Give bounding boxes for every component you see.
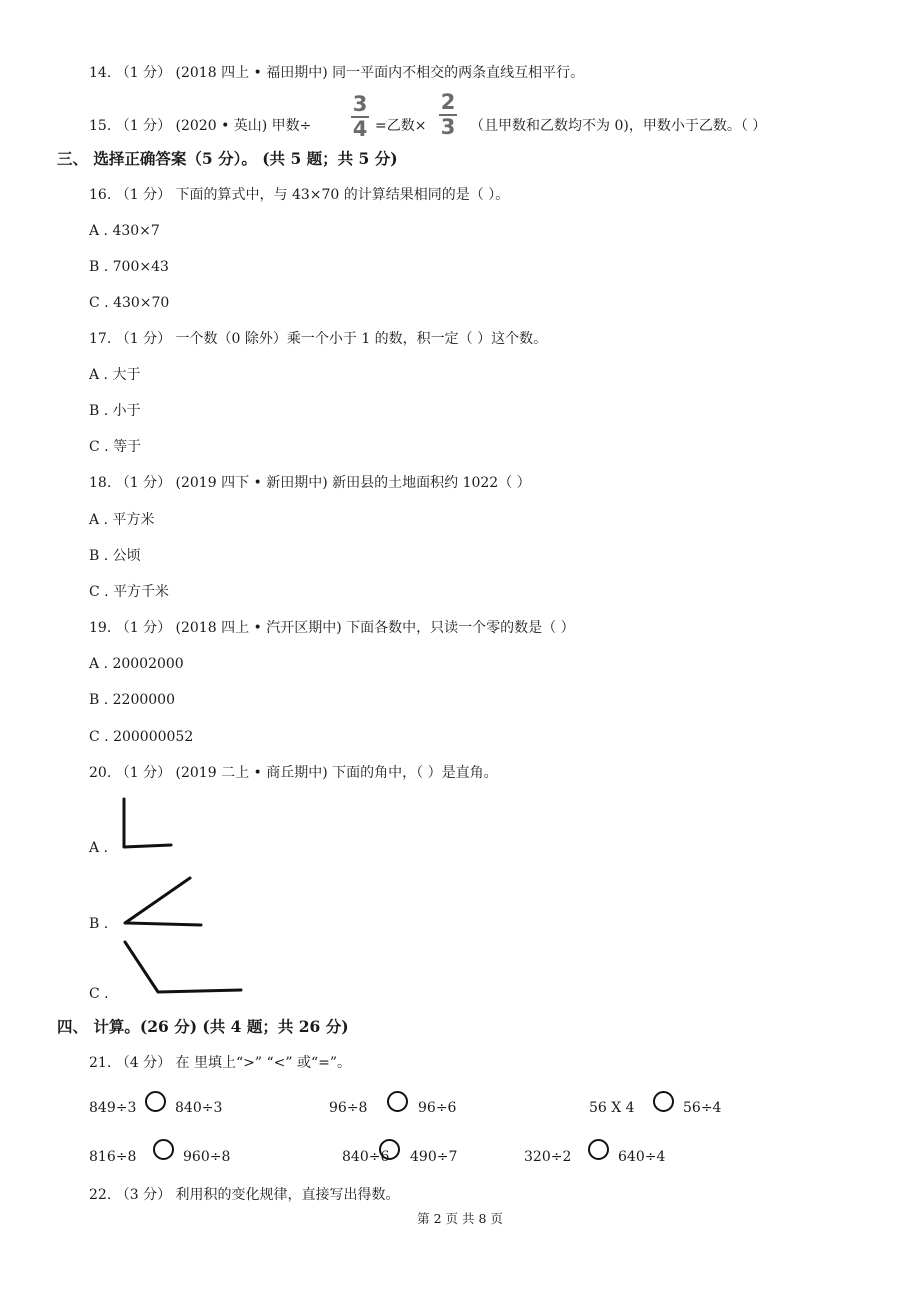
- compare-right: 640÷4: [618, 1149, 666, 1165]
- compare-left: 849÷3: [89, 1100, 137, 1116]
- q19-option-c[interactable]: C . 200000052: [89, 729, 194, 745]
- question-17: 17. （1 分） 一个数（0 除外）乘一个小于 1 的数，积一定（ ）这个数。: [89, 331, 548, 347]
- fraction-denominator: 3: [440, 115, 456, 139]
- q19-option-b[interactable]: B . 2200000: [89, 692, 175, 708]
- compare-circle-input[interactable]: [387, 1091, 408, 1112]
- page-footer: 第 2 页 共 8 页: [417, 1211, 503, 1226]
- fraction-numerator: 3: [352, 92, 368, 116]
- question-14: 14. （1 分） (2018 四上 • 福田期中) 同一平面内不相交的两条直线互相平行。: [89, 65, 585, 81]
- question-22: 22. （3 分） 利用积的变化规律，直接写出得数。: [89, 1187, 400, 1203]
- acute-angle-figure: [115, 872, 207, 932]
- compare-circle-input[interactable]: [653, 1091, 674, 1112]
- compare-right: 840÷3: [175, 1100, 223, 1116]
- q19-option-a[interactable]: A . 20002000: [89, 656, 184, 672]
- compare-circle-input[interactable]: [145, 1091, 166, 1112]
- compare-circle-input[interactable]: [153, 1139, 174, 1160]
- question-15-prefix: 15. （1 分） (2020 • 英山) 甲数÷: [89, 118, 312, 134]
- q16-option-a[interactable]: A . 430×7: [89, 223, 160, 239]
- q17-option-a[interactable]: A . 大于: [89, 367, 141, 383]
- q16-option-b[interactable]: B . 700×43: [89, 259, 169, 275]
- q17-option-c[interactable]: C . 等于: [89, 439, 142, 455]
- obtuse-angle-figure: [115, 936, 247, 998]
- compare-circle-input[interactable]: [588, 1139, 609, 1160]
- fraction-two-thirds: [439, 92, 457, 138]
- q20-option-a[interactable]: A .: [89, 840, 109, 856]
- question-16: 16. （1 分） 下面的算式中，与 43×70 的计算结果相同的是（ ）。: [89, 187, 510, 203]
- question-21: 21. （4 分） 在 里填上“>” “<” 或“=”。: [89, 1055, 352, 1071]
- q20-option-c[interactable]: C .: [89, 986, 109, 1002]
- compare-left: 56 X 4: [589, 1100, 635, 1116]
- question-20: 20. （1 分） (2019 二上 • 商丘期中) 下面的角中，（ ）是直角。: [89, 765, 498, 781]
- q16-option-c[interactable]: C . 430×70: [89, 295, 170, 311]
- compare-right: 490÷7: [410, 1149, 458, 1165]
- section-4-title: 四、 计算。(26 分) (共 4 题；共 26 分): [57, 1017, 349, 1036]
- compare-right: 56÷4: [683, 1100, 722, 1116]
- q17-option-b[interactable]: B . 小于: [89, 403, 141, 419]
- compare-left: 320÷2: [524, 1149, 572, 1165]
- right-angle-figure: [115, 795, 177, 855]
- question-15-suffix: （且甲数和乙数均不为 0)，甲数小于乙数。（ ）: [470, 118, 767, 134]
- fraction-three-quarters: [351, 94, 369, 140]
- q20-option-b[interactable]: B .: [89, 916, 109, 932]
- q18-option-c[interactable]: C . 平方千米: [89, 584, 170, 600]
- compare-circle-input[interactable]: [379, 1139, 400, 1160]
- q18-option-a[interactable]: A . 平方米: [89, 512, 155, 528]
- q18-option-b[interactable]: B . 公顷: [89, 548, 141, 564]
- section-3-title: 三、 选择正确答案（5 分）。 (共 5 题；共 5 分): [57, 149, 398, 168]
- question-18: 18. （1 分） (2019 四下 • 新田期中) 新田县的土地面积约 1022（ ）: [89, 475, 531, 491]
- compare-right: 96÷6: [418, 1100, 457, 1116]
- question-15-middle: =乙数×: [375, 118, 427, 134]
- fraction-numerator: 2: [440, 90, 456, 114]
- compare-left: 96÷8: [329, 1100, 368, 1116]
- fraction-denominator: 4: [352, 117, 368, 141]
- compare-left: 816÷8: [89, 1149, 137, 1165]
- compare-right: 960÷8: [183, 1149, 231, 1165]
- question-19: 19. （1 分） (2018 四上 • 汽开区期中) 下面各数中，只读一个零的数是（ ）: [89, 620, 575, 636]
- compare-left: 840÷6: [342, 1149, 390, 1165]
